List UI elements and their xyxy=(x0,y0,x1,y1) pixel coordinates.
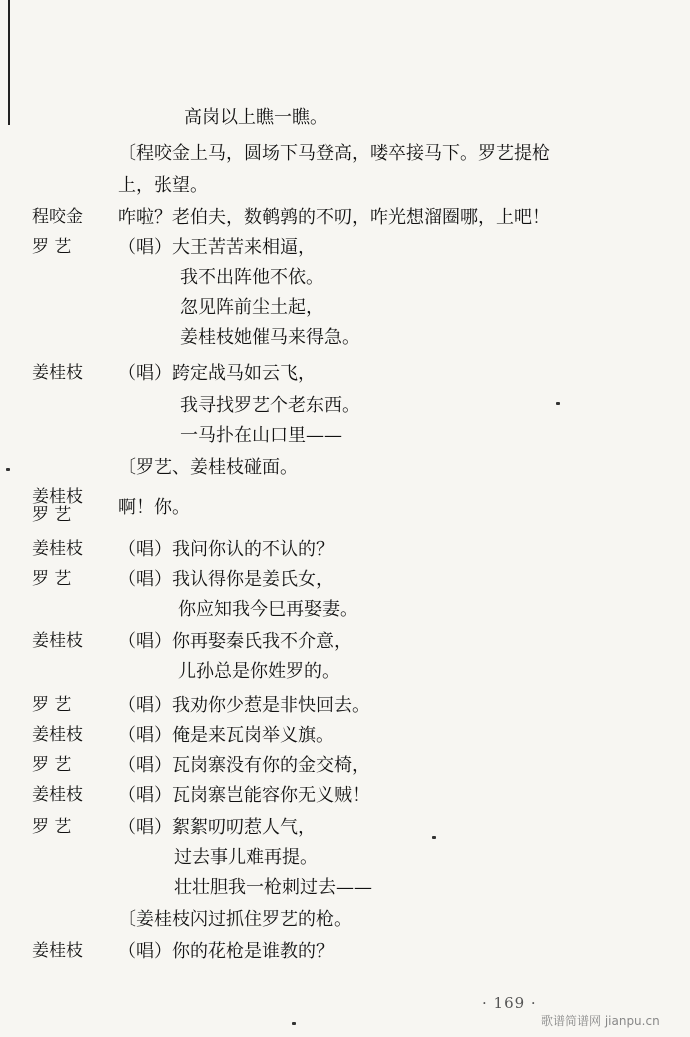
script-line xyxy=(0,598,690,628)
stage-direction-text: 〔程咬金上马，圆场下马登高，喽卒接马下。罗艺提枪 xyxy=(118,143,550,164)
dialogue-text: （唱）我劝你少惹是非快回去。 xyxy=(118,695,370,716)
scan-speck xyxy=(292,1022,296,1025)
dialogue-text: 过去事儿难再提。 xyxy=(174,847,318,868)
scan-speck xyxy=(6,468,10,471)
stage-direction-text: 〔罗艺、姜桂枝碰面。 xyxy=(118,457,298,478)
dialogue-text: 啊！你。 xyxy=(118,497,190,518)
speaker-name: 罗 艺 xyxy=(32,755,72,775)
script-line xyxy=(0,266,690,296)
script-line xyxy=(0,296,690,326)
scan-speck xyxy=(432,836,436,839)
dialogue-text: 壮壮胆我一枪刺过去—— xyxy=(174,877,372,898)
watermark: 歌谱简谱网 jianpu.cn xyxy=(541,1014,660,1028)
dialogue-text: （唱）瓦岗寨没有你的金交椅， xyxy=(118,755,370,776)
speaker-pair xyxy=(32,488,83,524)
speaker-name: 罗 艺 xyxy=(32,695,72,715)
dialogue-text: （唱）絮絮叨叨惹人气， xyxy=(118,817,316,838)
script-line xyxy=(0,538,690,568)
script-line xyxy=(0,394,690,424)
dialogue-text: 儿孙总是你姓罗的。 xyxy=(178,661,340,682)
script-line xyxy=(0,106,690,136)
speaker-name: 姜桂枝 xyxy=(32,725,83,745)
script-line xyxy=(0,568,690,598)
script-line xyxy=(0,326,690,356)
speaker-name: 姜桂枝 xyxy=(32,941,83,961)
script-line xyxy=(0,488,690,532)
stage-direction-text: 〔姜桂枝闪过抓住罗艺的枪。 xyxy=(118,909,352,930)
script-line xyxy=(0,816,690,846)
stage-direction xyxy=(0,908,690,938)
dialogue-text: 你应知我今巳再娶妻。 xyxy=(178,599,358,620)
dialogue-text: （唱）瓦岗寨岂能容你无义贼！ xyxy=(118,785,370,806)
script-line xyxy=(0,784,690,814)
script-line xyxy=(0,694,690,724)
stage-direction-text: 上，张望。 xyxy=(118,175,208,196)
speaker-name: 姜桂枝 xyxy=(32,539,83,559)
speaker-name: 程咬金 xyxy=(32,207,83,227)
script-line xyxy=(0,424,690,454)
speaker-name: 姜桂枝 xyxy=(32,785,83,805)
scan-speck xyxy=(556,402,560,405)
dialogue-text: （唱）我认得你是姜氏女， xyxy=(118,569,334,590)
script-line xyxy=(0,206,690,236)
script-line xyxy=(0,630,690,660)
script-line xyxy=(0,754,690,784)
speaker-name: 罗 艺 xyxy=(32,817,72,837)
dialogue-text: 高岗以上瞧一瞧。 xyxy=(184,107,328,128)
script-line xyxy=(0,940,690,970)
dialogue-text: （唱）我问你认的不认的？ xyxy=(118,539,334,560)
dialogue-text: （唱）你再娶秦氏我不介意， xyxy=(118,631,352,652)
stage-direction xyxy=(0,174,690,204)
speaker-name: 姜桂枝 xyxy=(32,631,83,651)
dialogue-text: 咋啦？老伯夫，数鹌鹑的不叨，咋光想溜圈哪，上吧！ xyxy=(118,207,550,228)
page-number: · 169 · xyxy=(482,994,537,1012)
dialogue-text: 我不出阵他不依。 xyxy=(180,267,324,288)
dialogue-text: 忽见阵前尘土起， xyxy=(180,297,324,318)
stage-direction xyxy=(0,456,690,486)
dialogue-text: （唱）你的花枪是谁教的？ xyxy=(118,941,334,962)
stage-direction xyxy=(0,142,690,172)
speaker-name: 罗 艺 xyxy=(32,569,72,589)
dialogue-text: 一马扑在山口里—— xyxy=(180,425,342,446)
dialogue-text: 我寻找罗艺个老东西。 xyxy=(180,395,360,416)
dialogue-text: （唱）跨定战马如云飞， xyxy=(118,363,316,384)
speaker-name: 姜桂枝 xyxy=(32,363,83,383)
script-line xyxy=(0,660,690,690)
dialogue-text: （唱）大王苦苦来相逼， xyxy=(118,237,316,258)
script-line xyxy=(0,362,690,392)
script-line xyxy=(0,876,690,906)
speaker-name: 姜桂枝 xyxy=(32,487,83,507)
speaker-name: 罗 艺 xyxy=(32,505,72,525)
dialogue-text: （唱）俺是来瓦岗举义旗。 xyxy=(118,725,334,746)
script-line xyxy=(0,724,690,754)
speaker-name: 罗 艺 xyxy=(32,237,72,257)
dialogue-text: 姜桂枝她催马来得急。 xyxy=(180,327,360,348)
script-line xyxy=(0,846,690,876)
script-line xyxy=(0,236,690,266)
